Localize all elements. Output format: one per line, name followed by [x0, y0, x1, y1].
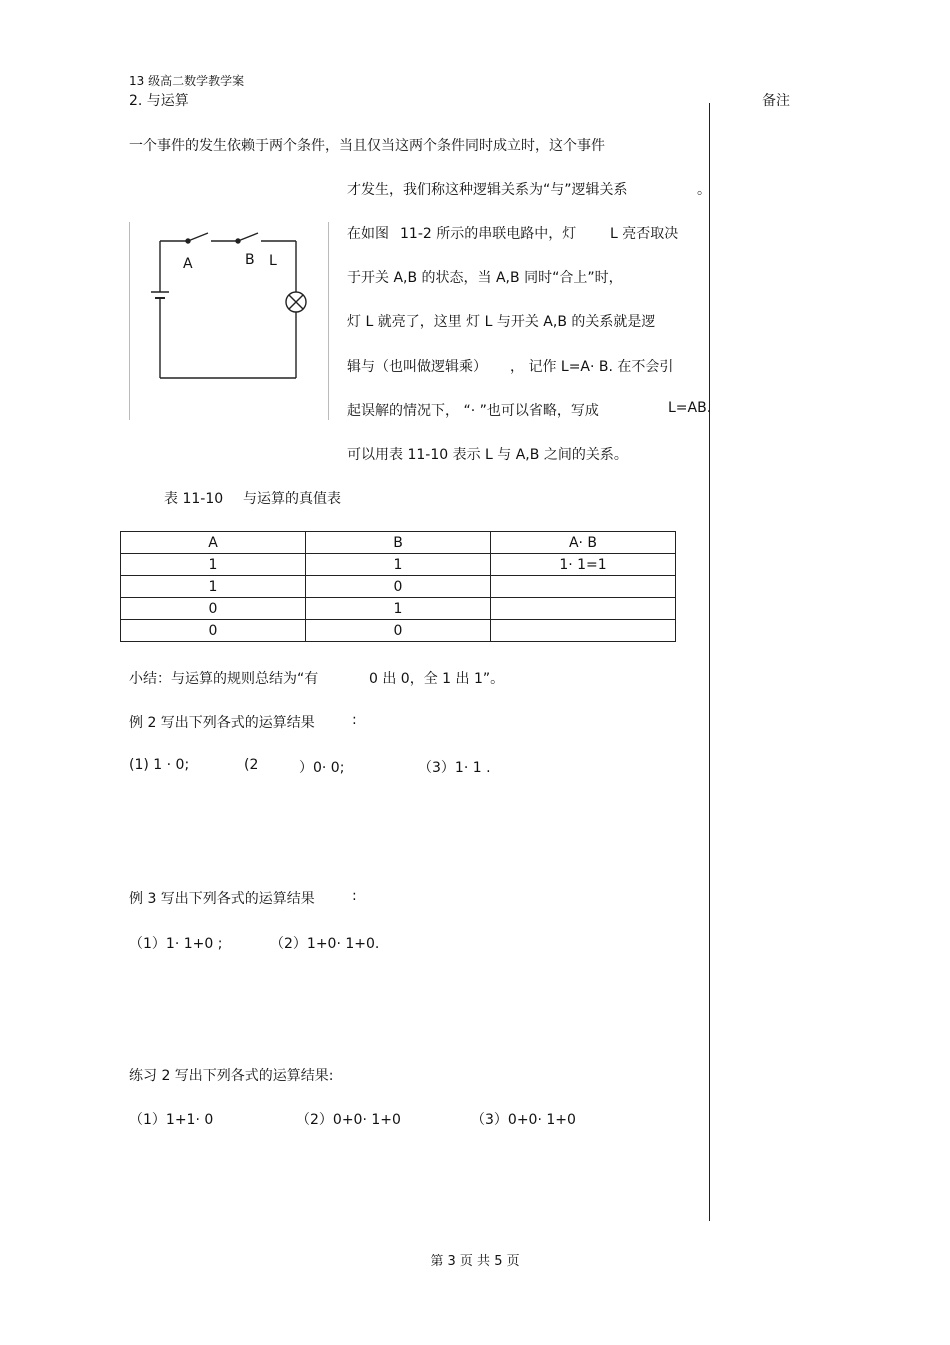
- table-cell: [491, 620, 676, 642]
- table-cell: 1: [121, 554, 306, 576]
- switch-a-blade: [188, 233, 208, 241]
- circuit-diagram: [129, 222, 329, 420]
- table-row: [121, 620, 676, 642]
- table-cell: [491, 576, 676, 598]
- table-caption-title: 与运算的真值表: [243, 491, 341, 507]
- table-cell: 1: [306, 554, 491, 576]
- table-cell: 0: [306, 620, 491, 642]
- truth-table: [120, 531, 676, 642]
- intro-line-2: 才发生，我们称这种逻辑关系为“与”逻辑关系: [347, 182, 628, 198]
- lamp-label: L: [269, 253, 277, 269]
- explain-line-5b: L=AB.: [668, 400, 712, 416]
- practice-2-item-1: （1）1+1· 0: [129, 1112, 214, 1128]
- explain-line-1b: 11-2 所示的串联电路中，灯: [400, 226, 577, 242]
- notes-column-divider: [709, 103, 710, 1221]
- explain-line-1a: 在如图: [347, 226, 389, 242]
- notes-label: 备注: [762, 93, 790, 109]
- switch-a-label: A: [183, 256, 193, 272]
- table-caption-number: 表 11-10: [164, 491, 224, 507]
- table-header-cell: B: [306, 532, 491, 554]
- table-cell: 0: [306, 576, 491, 598]
- explain-line-6: 可以用表 11-10 表示 L 与 A,B 之间的关系。: [347, 447, 628, 463]
- example-2-item-2b: ）0· 0;: [299, 760, 345, 776]
- explain-line-4a: 辑与（也叫做逻辑乘）: [347, 359, 487, 375]
- example-3-item-1: （1）1· 1+0 ;: [129, 936, 223, 952]
- table-cell: [491, 598, 676, 620]
- example-2-item-1: (1) 1 · 0;: [129, 757, 190, 773]
- table-row: [121, 554, 676, 576]
- page-number-footer: 第 3 页 共 5 页: [430, 1254, 520, 1269]
- table-row: [121, 576, 676, 598]
- explain-line-1c: L 亮否取决: [610, 226, 679, 242]
- example-2-item-3: （3）1· 1 .: [418, 760, 491, 776]
- table-cell: 1: [306, 598, 491, 620]
- course-header: 13 级高二数学教学案: [129, 74, 245, 88]
- table-header-cell: A: [121, 532, 306, 554]
- example-3-colon: :: [352, 888, 357, 904]
- table-header-cell: A· B: [491, 532, 676, 554]
- practice-2-item-2: （2）0+0· 1+0: [296, 1112, 401, 1128]
- summary-text: 小结：与运算的规则总结为“有: [129, 671, 319, 687]
- practice-2-title: 练习 2 写出下列各式的运算结果:: [129, 1068, 334, 1084]
- intro-line-1: 一个事件的发生依赖于两个条件，当且仅当这两个条件同时成立时，这个事件: [129, 138, 605, 154]
- summary-text-rule: 0 出 0，全 1 出 1”。: [369, 671, 505, 687]
- switch-b-blade: [238, 233, 258, 241]
- practice-2-item-3: （3）0+0· 1+0: [471, 1112, 576, 1128]
- table-cell: 0: [121, 598, 306, 620]
- switch-b-label: B: [245, 252, 255, 268]
- explain-line-4b: ， 记作 L=A· B. 在不会引: [510, 359, 674, 375]
- explain-line-3: 灯 L 就亮了，这里 灯 L 与开关 A,B 的关系就是逻: [347, 314, 656, 330]
- explain-line-2: 于开关 A,B 的状态，当 A,B 同时“合上”时，: [347, 270, 623, 286]
- explain-line-5a: 起误解的情况下， “· ”也可以省略，写成: [347, 403, 599, 419]
- example-3-item-2: （2）1+0· 1+0.: [270, 936, 380, 952]
- section-title: 2. 与运算: [129, 93, 189, 109]
- table-header-row: [121, 532, 676, 554]
- example-2-item-2a: (2: [244, 757, 259, 773]
- example-2-title: 例 2 写出下列各式的运算结果: [129, 715, 315, 731]
- example-3-title: 例 3 写出下列各式的运算结果: [129, 891, 315, 907]
- intro-line-2-end: 。: [697, 182, 711, 198]
- table-cell: 1: [121, 576, 306, 598]
- example-2-colon: :: [352, 712, 357, 728]
- circuit-figure: [129, 222, 329, 420]
- table-cell: 0: [121, 620, 306, 642]
- table-cell: 1· 1=1: [491, 554, 676, 576]
- table-row: [121, 598, 676, 620]
